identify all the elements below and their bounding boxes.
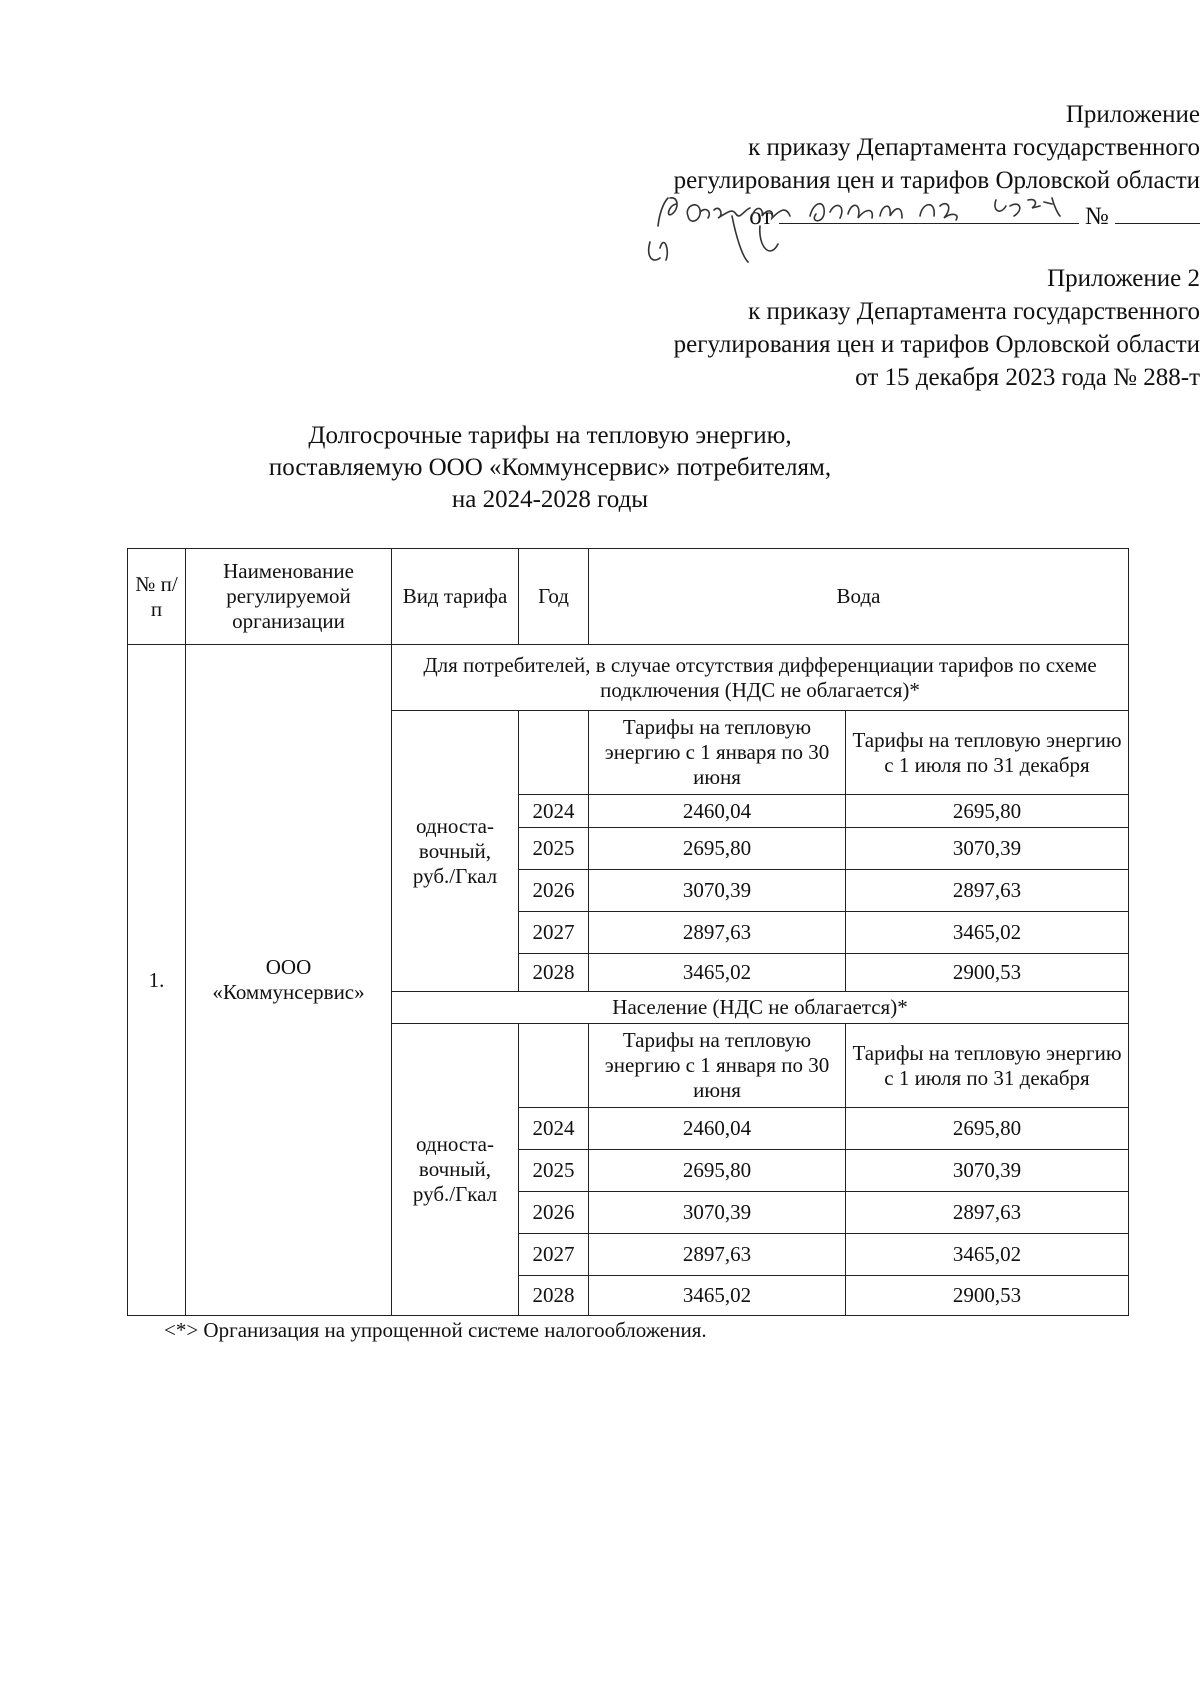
- footnote: <*> Организация на упрощенной системе налогообложения.: [164, 1318, 707, 1342]
- appendix2-line-date: от 15 декабря 2023 года № 288-т: [855, 364, 1200, 391]
- number-label: №: [1084, 203, 1109, 230]
- row-number-cell: 1.: [128, 645, 186, 1316]
- tariff-h2-cell: 2695,80: [846, 795, 1129, 828]
- tariff-h2-cell: 3070,39: [846, 1150, 1129, 1192]
- period1-header: Тарифы на тепловую энергию с 1 января по 30 июня: [589, 1024, 846, 1108]
- empty-year-cell: [519, 1024, 589, 1108]
- header-cell-org: Наименование регулируемой организации: [186, 549, 392, 645]
- tariff-h2-cell: 3465,02: [846, 1234, 1129, 1276]
- tariff-h1-cell: 3465,02: [589, 1276, 846, 1316]
- year-cell: 2024: [519, 1108, 589, 1150]
- appendix2-header: [104, 262, 1200, 394]
- year-cell: 2028: [519, 1276, 589, 1316]
- title-line-2: поставляемую ООО «Коммунсервис» потребителям,: [268, 454, 832, 481]
- period2-header: Тарифы на тепловую энергию с 1 июля по 31 декабря: [846, 711, 1129, 795]
- appendix-line-order: к приказу Департамента государственного: [748, 134, 1200, 161]
- year-cell: 2025: [519, 1150, 589, 1192]
- period2-header: Тарифы на тепловую энергию с 1 июля по 31 декабря: [846, 1024, 1129, 1108]
- tariff-h1-cell: 2695,80: [589, 1150, 846, 1192]
- tariff-h2-cell: 2695,80: [846, 1108, 1129, 1150]
- number-blank: [1115, 197, 1200, 224]
- tariff-h2-cell: 2897,63: [846, 870, 1129, 912]
- tariff-h1-cell: 2695,80: [589, 828, 846, 870]
- period1-header: Тарифы на тепловую энергию с 1 января по 30 июня: [589, 711, 846, 795]
- appendix2-line-order: к приказу Департамента государственного: [748, 298, 1200, 325]
- tariff-table: [127, 548, 1129, 1316]
- appendix2-title: Приложение 2: [1047, 265, 1200, 292]
- from-label: от: [749, 203, 773, 230]
- tariff-h1-cell: 2460,04: [589, 795, 846, 828]
- empty-year-cell: [519, 711, 589, 795]
- header-cell-water: Вода: [589, 549, 1129, 645]
- tariff-h1-cell: 3465,02: [589, 954, 846, 992]
- year-cell: 2028: [519, 954, 589, 992]
- year-cell: 2027: [519, 912, 589, 954]
- year-cell: 2027: [519, 1234, 589, 1276]
- header-cell-year: Год: [519, 549, 589, 645]
- title-line-1: Долгосрочные тарифы на тепловую энергию,: [308, 422, 792, 449]
- tariff-h1-cell: 3070,39: [589, 870, 846, 912]
- org-name-line2: «Коммунсервис»: [212, 980, 365, 1004]
- tariff-type-cell: односта-вочный, руб./Гкал: [392, 1024, 519, 1316]
- year-cell: 2026: [519, 870, 589, 912]
- appendix2-line-department: регулирования цен и тарифов Орловской области: [673, 331, 1200, 358]
- tariff-h1-cell: 2897,63: [589, 1234, 846, 1276]
- section-heading: Население (НДС не облагается)*: [392, 992, 1129, 1024]
- appendix-line-department: регулирования цен и тарифов Орловской области: [673, 167, 1200, 194]
- tariff-h2-cell: 2900,53: [846, 954, 1129, 992]
- header-cell-num: № п/п: [128, 549, 186, 645]
- tariff-h2-cell: 2897,63: [846, 1192, 1129, 1234]
- tariff-h2-cell: 3465,02: [846, 912, 1129, 954]
- title-line-3: на 2024-2028 годы: [451, 486, 649, 513]
- tariff-h1-cell: 2460,04: [589, 1108, 846, 1150]
- year-cell: 2024: [519, 795, 589, 828]
- header-cell-type: Вид тарифа: [392, 549, 519, 645]
- section-heading-row: [128, 645, 1129, 711]
- tariff-h2-cell: 3070,39: [846, 828, 1129, 870]
- org-name-line1: ООО: [265, 955, 312, 979]
- table-header-row: [128, 549, 1129, 645]
- document-title: [200, 420, 900, 516]
- handwritten-date-signature: [640, 186, 1090, 266]
- appendix-title: Приложение: [1065, 101, 1200, 128]
- tariff-type-cell: односта-вочный, руб./Гкал: [392, 711, 519, 992]
- tariff-h1-cell: 2897,63: [589, 912, 846, 954]
- tariff-h2-cell: 2900,53: [846, 1276, 1129, 1316]
- year-cell: 2026: [519, 1192, 589, 1234]
- tariff-h1-cell: 3070,39: [589, 1192, 846, 1234]
- year-cell: 2025: [519, 828, 589, 870]
- organization-cell: [186, 645, 392, 1316]
- section-heading: Для потребителей, в случае отсутствия дифференциации тарифов по схеме подключения (НДС не облагается)*: [392, 645, 1129, 711]
